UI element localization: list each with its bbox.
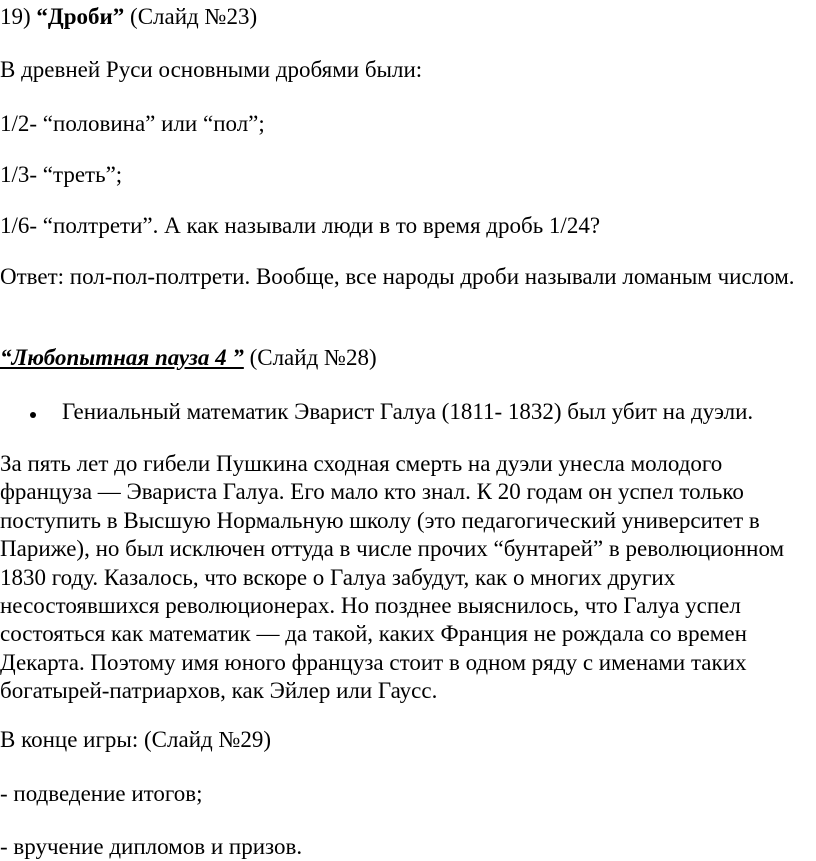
ending-item: - вручение дипломов и призов.	[0, 834, 303, 859]
slide-reference: (Слайд №23)	[130, 4, 258, 29]
intro-text: В древней Руси основными дробями были:	[0, 57, 423, 82]
bullet-icon	[30, 412, 36, 418]
fraction-line: 1/2- “половина” или “пол”;	[0, 111, 265, 136]
section-heading-pause	[0, 344, 377, 372]
ending-item: - подведение итогов;	[0, 781, 203, 806]
answer-paragraph: Ответ: пол-пол-полтрети. Вообще, все народы дроби называли ломаным числом.	[0, 264, 795, 289]
section-title: “Дроби”	[36, 4, 125, 29]
slide-reference: (Слайд №28)	[249, 345, 377, 370]
section-title: “Любопытная пауза 4 ”	[0, 345, 244, 370]
ending-heading: В конце игры: (Слайд №29)	[0, 727, 272, 752]
section-number: 19)	[0, 4, 31, 29]
story-paragraph: За пять лет до гибели Пушкина сходная смерть на дуэли унесла молодого француза — Эвариста Галуа. Его мало кто знал. К 20 годам он успел только поступить в Высшую Нормальную школу (это педагогический университет в Париже), но был исключен оттуда в числе прочих “бунтарей” в революционном 1830 году. Казалось, что вскоре о Галуа забудут, как о многих других несостоявшихся революционерах. Но позднее выяснилось, что Галуа успел состояться как математик — да такой, каких Франция не рождала со времен Декарта. Поэтому имя юного француза стоит в одном ряду с именами таких богатырей-патриархов, как Эйлер или Гаусс.	[0, 451, 785, 704]
fraction-line: 1/6- “полтрети”. А как называли люди в то время дробь 1/24?	[0, 213, 601, 238]
bullet-text: Гениальный математик Эварист Галуа (1811- 1832) был убит на дуэли.	[62, 399, 754, 424]
section-heading-fractions	[0, 3, 257, 31]
fraction-line: 1/3- “треть”;	[0, 162, 123, 187]
